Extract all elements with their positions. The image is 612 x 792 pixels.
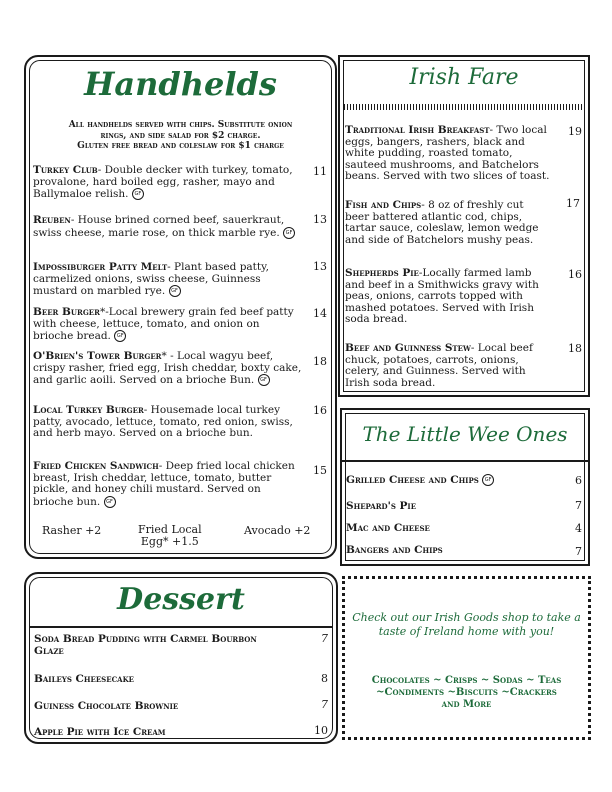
- item-price: 14: [313, 307, 327, 320]
- handhelds-panel: [24, 55, 337, 559]
- gluten-free-icon: GF: [482, 474, 494, 486]
- item-price: 7: [321, 698, 328, 711]
- item-price: 7: [575, 545, 582, 558]
- item-price: 16: [313, 404, 327, 417]
- menu-item: Traditional Irish Breakfast- Two local eggs, bangers, rashers, black and white pudding, roasted tomato, sauteed mushrooms, and Batchelors beans. Served with two slices of toast.: [345, 124, 550, 182]
- menu-item: Reuben- House brined corned beef, sauerkraut, swiss cheese, marie rose, on thick marble rye. GF: [33, 215, 303, 239]
- addon-rasher: Rasher +2: [42, 524, 102, 537]
- menu-item: Impossiburger Patty Melt- Plant based patty, carmelized onions, swiss cheese, Guinness mustard on marbled rye. GF: [33, 261, 269, 297]
- item-price: 7: [321, 632, 328, 645]
- item-price: 15: [313, 464, 327, 477]
- item-price: 7: [575, 499, 582, 512]
- shop-promo-text: Check out our Irish Goods shop to take a taste of Ireland home with you!: [352, 611, 581, 638]
- addon-avocado: Avocado +2: [244, 524, 311, 537]
- addon-fried-egg: Fried Local Egg* +1.5: [138, 523, 202, 548]
- item-price: 6: [575, 474, 582, 487]
- menu-item: Grilled Cheese and Chips GF: [346, 474, 566, 487]
- item-price: 17: [566, 197, 580, 210]
- menu-item: Soda Bread Pudding with Carmel Bourbon Glaze: [34, 633, 257, 657]
- menu-item: Mac and Cheese: [346, 522, 430, 534]
- handhelds-title: Handhelds: [84, 65, 277, 103]
- item-price: 13: [313, 260, 327, 273]
- gluten-free-icon: GF: [283, 227, 295, 239]
- little-wee-ones-panel: [340, 408, 590, 566]
- menu-item: Baileys Cheesecake: [34, 673, 134, 685]
- item-price: 18: [568, 342, 582, 355]
- item-price: 10: [314, 724, 328, 737]
- little-wee-ones-title: The Little Wee Ones: [362, 422, 568, 446]
- irish-fare-panel: [338, 55, 590, 397]
- menu-item: Fried Chicken Sandwich- Deep fried local chicken breast, Irish cheddar, lettuce, tomato, butter pickle, and honey chili mustard. Served on brioche bun. GF: [33, 460, 295, 508]
- gluten-free-icon: GF: [114, 330, 126, 342]
- decorative-stripe: [344, 104, 584, 110]
- menu-item: O'Brien's Tower Burger* - Local wagyu beef, crispy rasher, fried egg, Irish cheddar, boxty cake, and garlic aoili. Served on a brioche Bun. GF: [33, 350, 302, 386]
- item-price: 18: [313, 355, 327, 368]
- item-price: 4: [575, 522, 582, 535]
- shop-promo-panel: [342, 576, 591, 740]
- menu-item: Apple Pie with Ice Cream: [34, 726, 166, 738]
- menu-item: Local Turkey Burger- Housemade local turkey patty, avocado, lettuce, tomato, red onion, swiss, and herb mayo. Served on a brioche bun.: [33, 404, 293, 439]
- gluten-free-icon: GF: [132, 188, 144, 200]
- dessert-title: Dessert: [117, 582, 245, 617]
- gluten-free-icon: GF: [169, 285, 181, 297]
- menu-item: Bangers and Chips: [346, 544, 443, 556]
- gluten-free-icon: GF: [258, 374, 270, 386]
- menu-item: Beer Burger*-Local brewery grain fed beef patty with cheese, lettuce, tomato, and onion on brioche bread. GF: [33, 306, 294, 342]
- menu-item: Turkey Club- Double decker with turkey, tomato, provalone, hard boiled egg, rasher, mayo and Ballymaloe relish. GF: [33, 164, 293, 200]
- menu-item: Fish and Chips- 8 oz of freshly cut beer battered atlantic cod, chips, tartar sauce, coleslaw, lemon wedge and side of Batchelors mushy peas.: [345, 199, 539, 246]
- item-price: 8: [321, 672, 328, 685]
- gluten-free-icon: GF: [104, 496, 116, 508]
- item-price: 19: [568, 125, 582, 138]
- handhelds-note: All handhelds served with chips. Substitute onion rings, and side salad for $2 charge. Gluten free bread and coleslaw for $1 charge: [68, 120, 293, 151]
- dessert-panel: [24, 572, 338, 744]
- item-price: 16: [568, 268, 582, 281]
- menu-item: Guiness Chocolate Brownie: [34, 700, 179, 712]
- irish-fare-title: Irish Fare: [409, 65, 519, 90]
- shop-goods-list: Chocolates ~ Crisps ~ Sodas ~ Teas ~Condiments ~Biscuits ~Crackers and More: [371, 675, 562, 710]
- menu-item: Beef and Guinness Stew- Local beef chuck, potatoes, carrots, onions, celery, and Guinness. Served with Irish soda bread.: [345, 342, 533, 389]
- menu-item: Shepard's Pie: [346, 500, 417, 512]
- menu-item: Shepherds Pie-Locally farmed lamb and beef in a Smithwicks gravy with peas, onions, carrots topped with mashed potatoes. Served with Irish soda bread.: [345, 267, 539, 325]
- item-price: 11: [313, 165, 327, 178]
- item-price: 13: [313, 213, 327, 226]
